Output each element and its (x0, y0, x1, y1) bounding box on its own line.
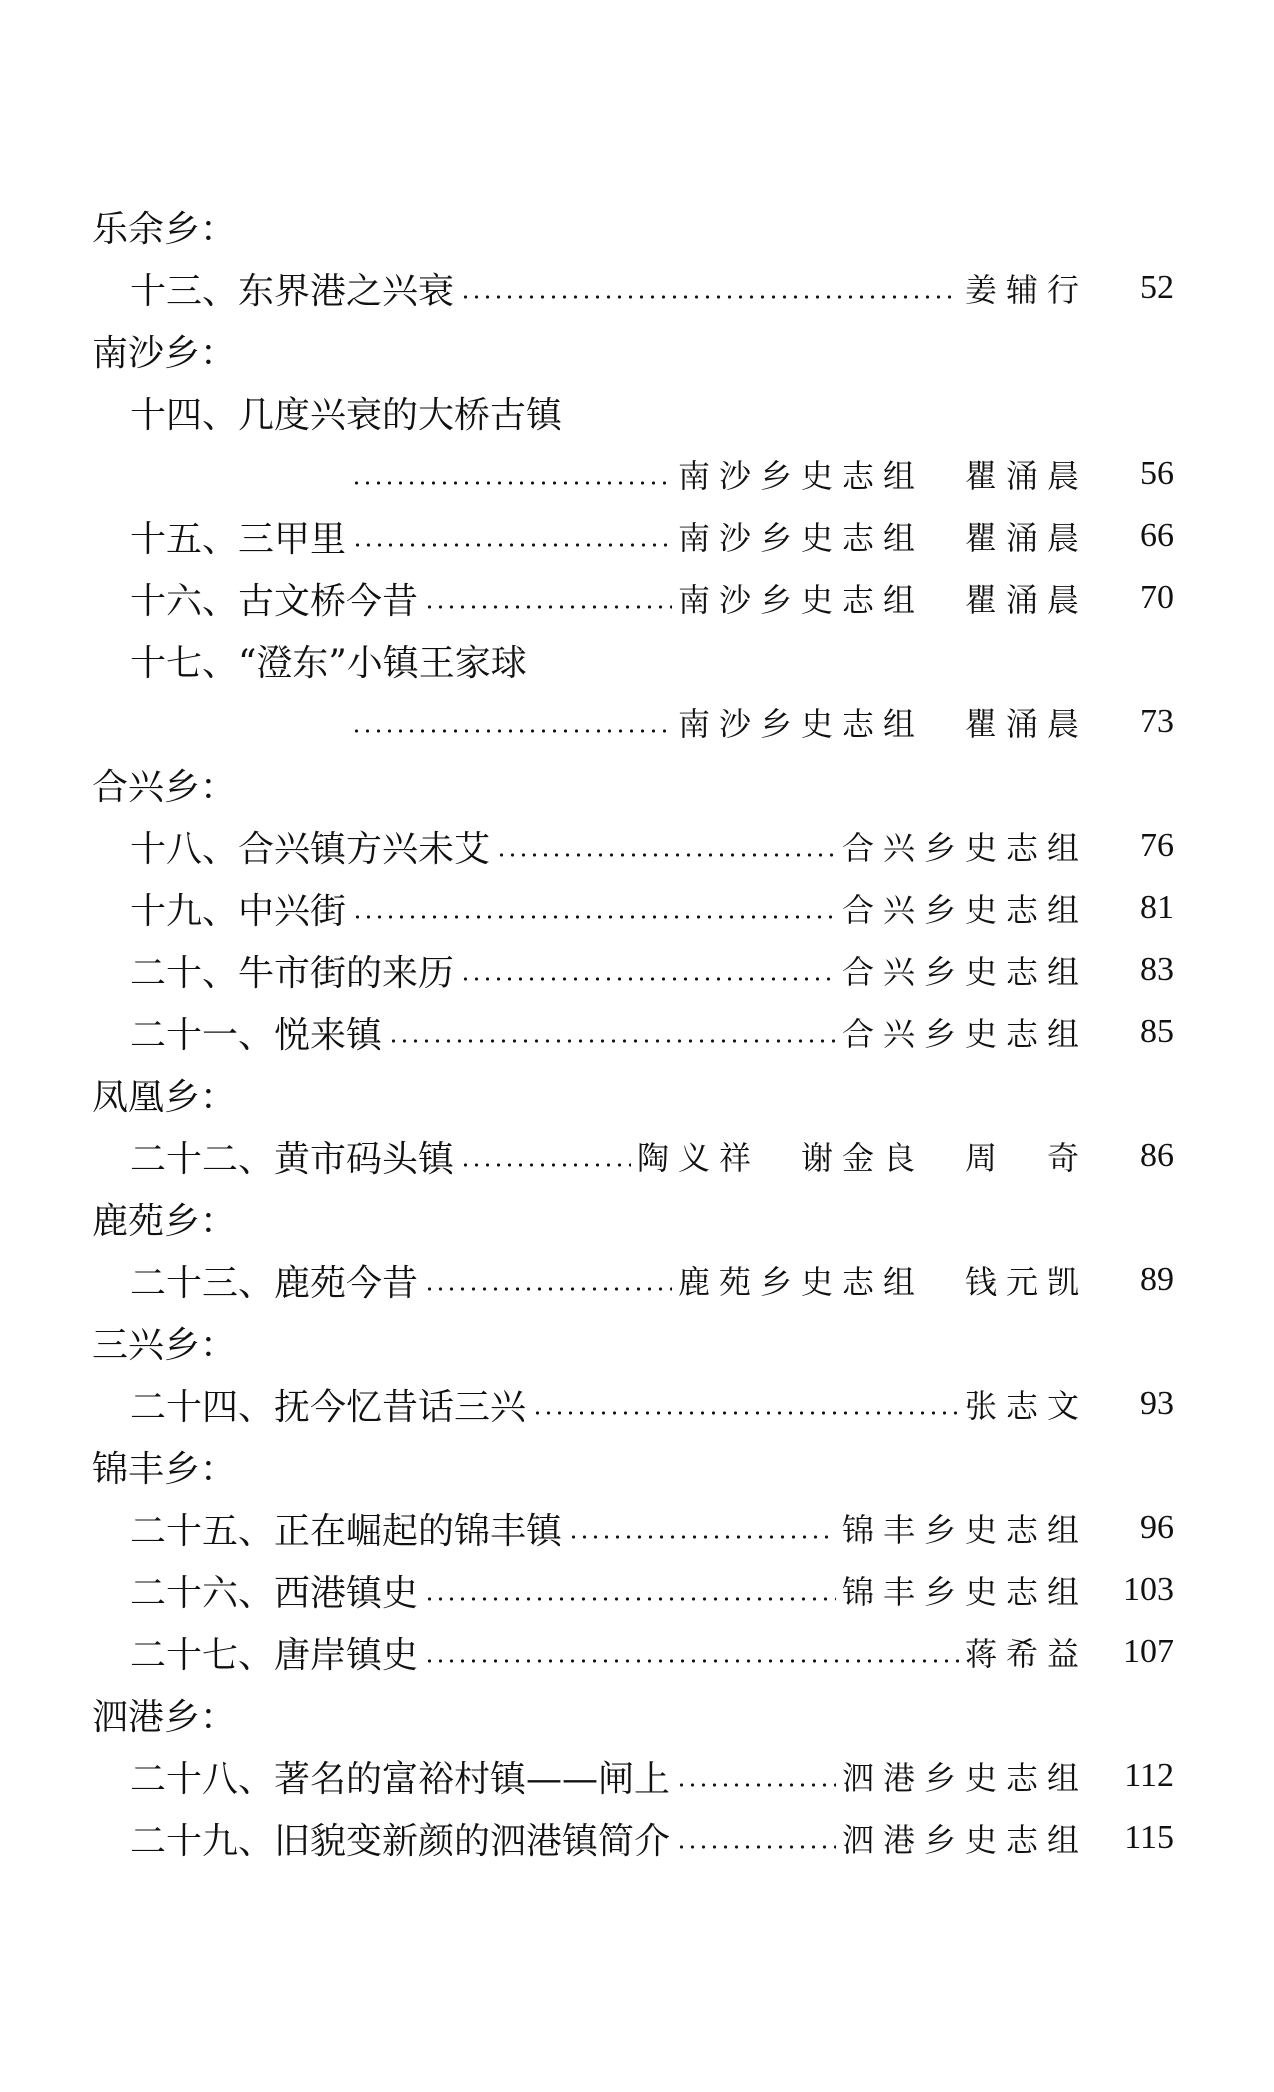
entry-page: 70 (1140, 579, 1174, 616)
entry-author: 合兴乡史志组 (841, 1015, 1088, 1053)
leader-dots (676, 1845, 836, 1849)
entry-page: 103 (1123, 1571, 1174, 1608)
leader-dots (532, 1411, 959, 1415)
toc-entry (130, 1748, 1174, 1804)
toc-entry (130, 1128, 1174, 1184)
entry-author: 南沙乡史志组 瞿涌晨 (677, 457, 1088, 495)
entry-title: 十四、几度兴衰的大桥古镇 (130, 394, 563, 436)
leader-dots (460, 977, 836, 981)
section-heading: 凤凰乡： (92, 1076, 237, 1118)
entry-author: 泗港乡史志组 (841, 1821, 1088, 1859)
entry-author: 姜辅行 (964, 271, 1088, 309)
entry-page: 76 (1140, 827, 1174, 864)
toc-entry (130, 260, 1174, 316)
leader-dots (460, 295, 959, 299)
entry-page: 56 (1140, 455, 1174, 492)
entry-page: 115 (1124, 1819, 1174, 1856)
section-heading: 乐余乡： (92, 208, 237, 250)
entry-author: 鹿苑乡史志组 钱元凯 (677, 1263, 1088, 1301)
entry-title: 二十七、唐岸镇史 (130, 1634, 419, 1676)
section-heading: 锦丰乡： (92, 1448, 237, 1490)
toc-entry (130, 1500, 1174, 1556)
leader-dots (424, 1287, 672, 1291)
section-heading: 南沙乡： (92, 332, 237, 374)
entry-page: 85 (1140, 1013, 1174, 1050)
entry-title: 十七、“澄东”小镇王家球 (130, 642, 527, 684)
toc-entry (130, 1252, 1174, 1308)
toc-entry (130, 632, 1174, 688)
toc-entry (130, 570, 1174, 626)
entry-author: 南沙乡史志组 瞿涌晨 (677, 705, 1088, 743)
entry-title: 二十六、西港镇史 (130, 1572, 419, 1614)
section-heading: 合兴乡： (92, 766, 237, 808)
entry-author: 蒋希益 (964, 1635, 1088, 1673)
toc-entry (130, 818, 1174, 874)
leader-dots (460, 1163, 631, 1167)
entry-title: 二十四、抚今忆昔话三兴 (130, 1386, 527, 1428)
toc-entry (130, 1004, 1174, 1060)
entry-title: 二十八、著名的富裕村镇——闸上 (130, 1758, 671, 1800)
entry-author: 张志文 (964, 1387, 1088, 1425)
entry-title: 十三、东界港之兴衰 (130, 270, 455, 312)
leader-dots (676, 1783, 836, 1787)
entry-author: 南沙乡史志组 瞿涌晨 (677, 519, 1088, 557)
leader-dots (351, 481, 672, 485)
entry-author: 合兴乡史志组 (841, 953, 1088, 991)
entry-title: 十八、合兴镇方兴未艾 (130, 828, 491, 870)
entry-author: 泗港乡史志组 (841, 1759, 1088, 1797)
toc-entry (130, 384, 1174, 440)
entry-author: 锦丰乡史志组 (841, 1511, 1088, 1549)
section-heading: 泗港乡： (92, 1696, 237, 1738)
entry-page: 112 (1124, 1757, 1174, 1794)
entry-author: 锦丰乡史志组 (841, 1573, 1088, 1611)
toc-entry (130, 1562, 1174, 1618)
leader-dots (388, 1039, 836, 1043)
entry-author: 南沙乡史志组 瞿涌晨 (677, 581, 1088, 619)
toc-entry (130, 880, 1174, 936)
leader-dots (424, 1597, 836, 1601)
entry-page: 52 (1140, 269, 1174, 306)
entry-page: 86 (1140, 1137, 1174, 1174)
entry-title: 十六、古文桥今昔 (130, 580, 419, 622)
leader-dots (352, 543, 672, 547)
toc-entry (130, 508, 1174, 564)
leader-dots (424, 1659, 959, 1663)
entry-title: 二十一、悦来镇 (130, 1014, 383, 1056)
entry-title: 二十、牛市街的来历 (130, 952, 455, 994)
toc-entry-continuation (345, 446, 1174, 502)
leader-dots (352, 915, 836, 919)
leader-dots (351, 729, 672, 733)
entry-title: 二十五、正在崛起的锦丰镇 (130, 1510, 563, 1552)
entry-page: 81 (1140, 889, 1174, 926)
toc-entry (130, 942, 1174, 998)
entry-page: 66 (1140, 517, 1174, 554)
leader-dots (424, 605, 672, 609)
section-heading: 鹿苑乡： (92, 1200, 237, 1242)
entry-title: 二十三、鹿苑今昔 (130, 1262, 419, 1304)
section-heading: 三兴乡： (92, 1324, 237, 1366)
entry-page: 96 (1140, 1509, 1174, 1546)
entry-page: 73 (1140, 703, 1174, 740)
entry-author: 陶义祥 谢金良 周 奇 (636, 1139, 1088, 1177)
entry-title: 二十九、旧貌变新颜的泗港镇简介 (130, 1820, 671, 1862)
entry-page: 83 (1140, 951, 1174, 988)
toc-entry (130, 1624, 1174, 1680)
toc-entry (130, 1376, 1174, 1432)
leader-dots (496, 853, 836, 857)
entry-title: 十五、三甲里 (130, 518, 347, 560)
entry-author: 合兴乡史志组 (841, 829, 1088, 867)
entry-title: 二十二、黄市码头镇 (130, 1138, 455, 1180)
entry-author: 合兴乡史志组 (841, 891, 1088, 929)
toc-entry (130, 1810, 1174, 1866)
toc-entry-continuation (345, 694, 1174, 750)
entry-page: 93 (1140, 1385, 1174, 1422)
entry-page: 89 (1140, 1261, 1174, 1298)
entry-page: 107 (1123, 1633, 1174, 1670)
entry-title: 十九、中兴街 (130, 890, 347, 932)
leader-dots (568, 1535, 836, 1539)
